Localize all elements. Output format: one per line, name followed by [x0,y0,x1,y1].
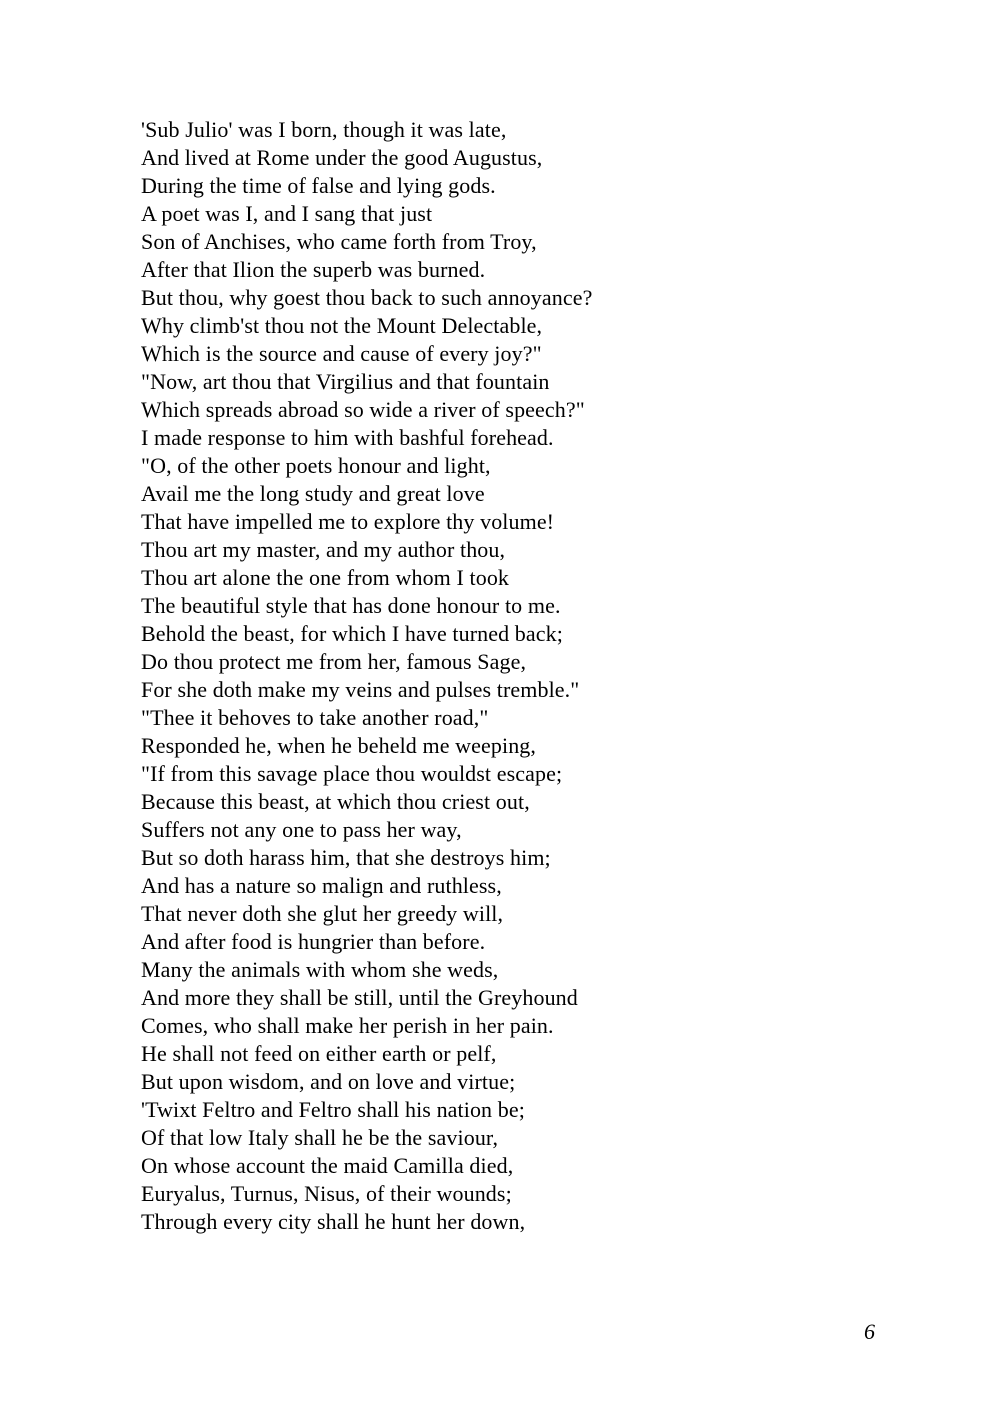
poem-line: Through every city shall he hunt her down, [141,1209,526,1234]
poem-line: Why climb'st thou not the Mount Delectable, [141,313,543,338]
poem-line: Suffers not any one to pass her way, [141,817,462,842]
poem-line: Because this beast, at which thou criest out, [141,789,530,814]
poem-line: Responded he, when he beheld me weeping, [141,733,536,758]
poem-line: Do thou protect me from her, famous Sage, [141,649,527,674]
poem-line: A poet was I, and I sang that just [141,201,433,226]
poem-text [141,116,881,1236]
page-number: 6 [864,1319,875,1344]
poem-line: I made response to him with bashful forehead. [141,425,554,450]
poem-line: 'Twixt Feltro and Feltro shall his nation be; [141,1097,525,1122]
poem-line: Avail me the long study and great love [141,481,485,506]
poem-line: Thou art alone the one from whom I took [141,565,510,590]
poem-line: "O, of the other poets honour and light, [141,453,491,478]
poem-line: Thou art my master, and my author thou, [141,537,506,562]
poem-line: And lived at Rome under the good Augustus, [141,145,543,170]
poem-line: On whose account the maid Camilla died, [141,1153,514,1178]
poem-line: Son of Anchises, who came forth from Troy, [141,229,537,254]
poem-line: And after food is hungrier than before. [141,929,486,954]
poem-line: But so doth harass him, that she destroys him; [141,845,551,870]
poem-line: And has a nature so malign and ruthless, [141,873,502,898]
poem-line: But upon wisdom, and on love and virtue; [141,1069,516,1094]
poem-line: He shall not feed on either earth or pelf, [141,1041,497,1066]
poem-line: But thou, why goest thou back to such annoyance? [141,285,593,310]
poem-line: Of that low Italy shall he be the saviour, [141,1125,499,1150]
poem-line: That never doth she glut her greedy will, [141,901,504,926]
poem-line: Euryalus, Turnus, Nisus, of their wounds; [141,1181,512,1206]
poem-line: Many the animals with whom she weds, [141,957,499,982]
poem-line: For she doth make my veins and pulses tremble." [141,677,580,702]
poem-line: Which spreads abroad so wide a river of speech?" [141,397,585,422]
poem-line: During the time of false and lying gods. [141,173,496,198]
poem-line: Which is the source and cause of every joy?" [141,341,542,366]
poem-line: "If from this savage place thou wouldst escape; [141,761,563,786]
poem-line: That have impelled me to explore thy volume! [141,509,555,534]
poem-line: "Now, art thou that Virgilius and that fountain [141,369,550,394]
poem-line: Behold the beast, for which I have turned back; [141,621,563,646]
poem-line: "Thee it behoves to take another road," [141,705,489,730]
poem-line: After that Ilion the superb was burned. [141,257,486,282]
poem-line: And more they shall be still, until the Greyhound [141,985,578,1010]
poem-line: Comes, who shall make her perish in her pain. [141,1013,554,1038]
poem-line: 'Sub Julio' was I born, though it was late, [141,117,507,142]
poem-line: The beautiful style that has done honour to me. [141,593,561,618]
